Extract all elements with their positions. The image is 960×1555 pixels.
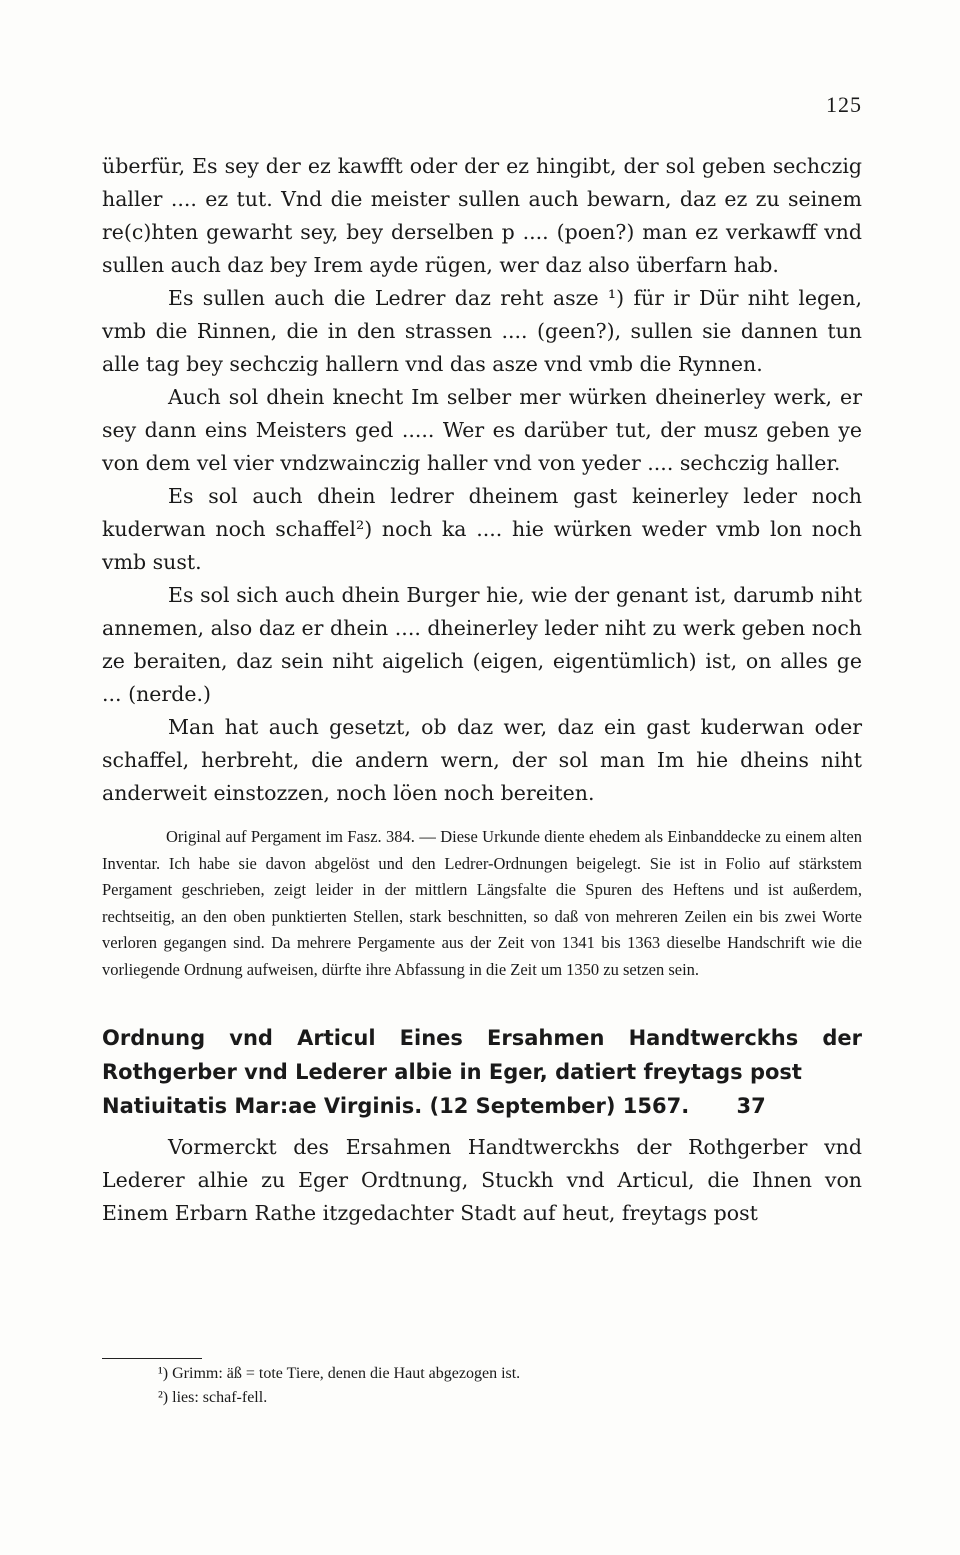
- section-heading-date: Natiuitatis Mar:ae Virginis. (12 September) 1567.: [102, 1094, 690, 1118]
- paragraph-4: Es sol auch dhein ledrer dheinem gast keinerley leder noch kuderwan noch schaffel²) noch ka .... hie würken weder vmb lon noch vmb sust.: [102, 484, 862, 574]
- paragraph-3: Auch sol dhein knecht Im selber mer würken dheinerley werk, er sey dann eins Meisters ged ..... Wer es darüber tut, der musz geben ye von dem vel vier vndzwainczig haller vnd von yeder .... sechczig haller.: [102, 385, 862, 475]
- section-heading-last-line: [102, 1089, 862, 1123]
- paragraph-2: Es sullen auch die Ledrer daz reht asze ¹) für ir Dür niht legen, vmb die Rinnen, die in den strassen .... (geen?), sullen sie dannen tun alle tag bey sechczig hallern vnd das asze vnd vmb die Rynnen.: [102, 286, 862, 376]
- footnotes: [158, 1362, 858, 1410]
- main-text: [102, 150, 862, 1230]
- section-paragraph: Vormerckt des Ersahmen Handtwerckhs der Rothgerber vnd Lederer alhie zu Eger Ordtnung, Stuckh vnd Articul, die Ihnen von Einem Erbarn Rathe itzgedachter Stadt auf heut, freytags post: [102, 1135, 862, 1225]
- paragraph-1: überfür, Es sey der ez kawfft oder der ez hingibt, der sol geben sechczig haller .... ez tut. Vnd die meister sullen auch bewarn, daz ez zu seinem re(c)hten gewarht sey, bey derselben p .... (poen?) man ez verkawff vnd sullen auch daz bey Irem ayde rügen, wer daz also überfarn hab.: [102, 154, 862, 277]
- paragraph-6: Man hat auch gesetzt, ob daz wer, daz ein gast kuderwan oder schaffel, herbreht, die andern wern, der sol man Im hie dheins niht anderweit einstozzen, noch löen noch bereiten.: [102, 715, 862, 805]
- source-note: Original auf Pergament im Fasz. 384. — Diese Urkunde diente ehedem als Einbanddecke zu einem alten Inventar. Ich habe sie davon abgelöst und den Ledrer-Ordnungen beigelegt. Sie ist in Folio auf stärkstem Pergament geschrieben, zeigt leider in der mittlern Längsfalte die Spuren des Heftens und ist außerdem, rechtseitig, an den oben punktierten Stellen, stark beschnitten, so daß von mehreren Zeilen ein bis zwei Worte verloren gegangen sind. Da mehrere Pergamente aus der Zeit von 1341 bis 1363 dieselbe Handschrift wie die vorliegende Ordnung aufweisen, dürfte ihre Abfassung in die Zeit um 1350 zu setzen sein.: [102, 827, 862, 979]
- section-heading: [102, 1021, 862, 1123]
- paragraph-5: Es sol sich auch dhein Burger hie, wie der genant ist, darumb niht annemen, also daz er dhein .... dheinerley leder niht zu werk geben noch ze beraiten, daz sein niht aigelich (eigen, eigentümlich) ist, on alles ge ... (nerde.): [102, 583, 862, 706]
- footnote-divider: [102, 1358, 202, 1359]
- section-heading-text: Ordnung vnd Articul Eines Ersahmen Handtwerckhs der Rothgerber vnd Lederer albie in Eger, datiert freytags post: [102, 1026, 862, 1084]
- page-number: 125: [826, 92, 862, 117]
- footnote-2: ²) lies: schaf-fell.: [158, 1389, 268, 1406]
- footnote-1: ¹) Grimm: äß = tote Tiere, denen die Haut abgezogen ist.: [158, 1365, 521, 1382]
- section-number: 37: [736, 1094, 766, 1118]
